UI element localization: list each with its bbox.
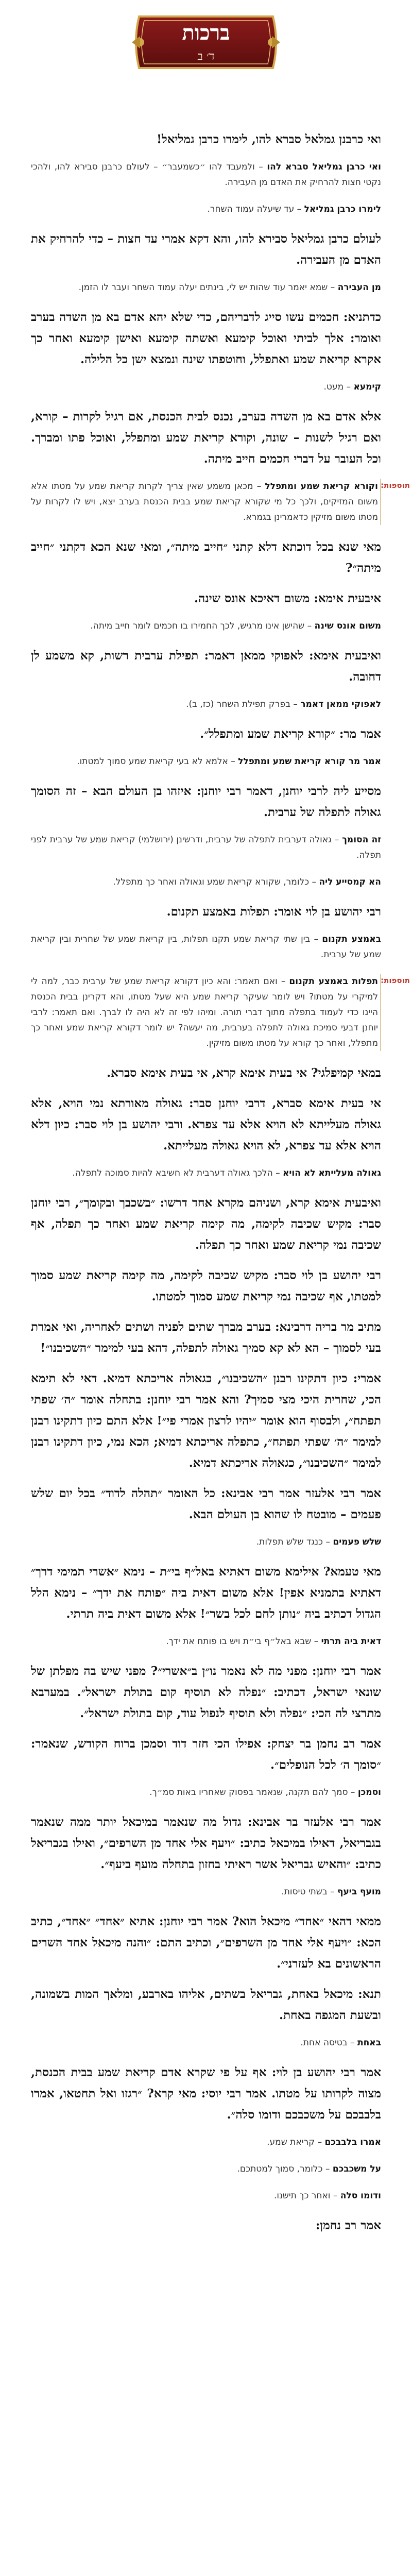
- tosafot-block: [31, 974, 410, 1051]
- commentary-lead: זה הסומך: [342, 835, 381, 845]
- commentary-lead: קימעא: [353, 382, 381, 392]
- gemara-paragraph: מסייע ליה לרבי יוחנן, דאמר רבי יוחנן: איזהו בן העולם הבא – זה הסומך גאולה לתפלה של ערבית.: [31, 784, 381, 819]
- commentary-text: – אלמא לא בעי קריאת שמע סמוך למטתו.: [77, 756, 238, 767]
- commentary-lead: וקורא קריאת שמע ומתפלל: [265, 481, 378, 492]
- gemara-paragraph: ואיבעית אימא קרא, ושניהם מקרא אחד דרשו: ״בשכבך ובקומך״, רבי יוחנן סבר: מקיש שכיבה לקימה, מה קימה קריאת שמע ואחר כך תפלה, אף שכיבה נמי קריאת שמע ואחר כך תפלה.: [31, 1196, 382, 1252]
- commentary-text: – עד שיעלה עמוד השחר.: [207, 204, 304, 214]
- rashi-commentary: [31, 379, 381, 395]
- commentary-text: – כלומר, שקורא קריאת שמע וגאולה ואחר כך מתפלל.: [113, 877, 319, 887]
- tosafot-label: תוספות:: [381, 976, 410, 985]
- commentary-text: – מכאן משמע שאין צריך לקרות קריאת שמע על מטתו אלא משום המזיקים, ולכך כל מי שקורא קריאת שמע בבית הכנסת בערב יצא, ויש לו לקרות על מטתו משום מזיקין כדאמרינן בגמרא.: [31, 481, 378, 522]
- rashi-commentary: [31, 618, 381, 634]
- page-title: ברכות: [182, 21, 230, 45]
- gemara-paragraph: אמר רבי יוחנן: מפני מה לא נאמר נו״ן ב״אשרי״? מפני שיש בה מפלתן של שונאי ישראל, דכתיב: ״נפלה לא תוסיף קום בתולת ישראל״. במערבא מתרצי לה הכי: ״נפלה ולא תוסיף לנפול עוד, קום בתולת ישראל״.: [31, 1664, 381, 1720]
- commentary-text: – קריאת שמע.: [267, 2137, 325, 2147]
- rashi-commentary: [31, 2161, 381, 2177]
- gemara-paragraph: אמר רבי אלעזר אמר רבי אבינא: כל האומר ״תהלה לדוד״ בכל יום שלש פעמים – מובטח לו שהוא בן העולם הבא.: [31, 1486, 381, 1521]
- gemara-paragraph: רבי יהושע בן לוי סבר: מקיש שכיבה לקימה, מה קימה קריאת שמע סמוך למטתו, אף שכיבה נמי קריאת שמע סמוך למטתו.: [31, 1268, 381, 1303]
- commentary-lead: באמצע תקנום: [322, 934, 381, 944]
- commentary-text: – כנגד שלש תפלות.: [256, 1537, 333, 1547]
- commentary-lead: ואי כרבן גמליאל סברא להו: [267, 162, 382, 172]
- rashi-commentary: [31, 931, 381, 962]
- commentary-text: – מעט.: [323, 382, 354, 392]
- gemara-paragraph: אמר רבי יהושע בן לוי: אף על פי שקרא אדם קריאת שמע בבית הכנסת, מצוה לקרותו על מטתו. אמר רבי יוסי: מאי קרא? ״רגזו ואל תחטאו, אמרו בלבבכם על משכבכם ודומו סלה״.: [31, 2065, 381, 2122]
- header: [31, 0, 381, 129]
- commentary-lead: הא קמסייע ליה: [319, 877, 381, 887]
- gemara-paragraph: במאי קמיפלגי? אי בעית אימא קרא, אי בעית אימא סברא.: [107, 1066, 381, 1080]
- commentary-lead: משום אונס שינה: [314, 621, 381, 631]
- gemara-paragraph: ממאי דהאי ״אחד״ מיכאל הוא? אמר רבי יוחנן: אתיא ״אחד״ ״אחד״, כתיב הכא: ״ויעף אלי אחד מן השרפים״, וכתיב התם: ״והנה מיכאל אחד השרים הראשונים בא לעזרני״.: [31, 1914, 381, 1971]
- rashi-commentary: [31, 697, 381, 712]
- gemara-paragraph: תנא: מיכאל באחת, גבריאל בשתים, אליהו בארבע, ומלאך המות בשמונה, ובשעת המגפה באחת.: [31, 1987, 381, 2022]
- commentary-text: – בטיסה אחת.: [300, 2038, 357, 2048]
- gemara-paragraph: כדתניא: חכמים עשו סייג לדבריהם, כדי שלא יהא אדם בא מן השדה בערב ואומר: אלך לביתי ואוכל קימעא ואשתה קימעא ואישן קימעא ואחר כך אקרא קריאת שמע ואתפלל, וחוטפתו שינה ונמצא ישן כל הלילה.: [31, 310, 381, 366]
- gemara-paragraph: אמרי: כיון דתקינו רבנן ״השכיבנו״, כגאולה אריכתא דמיא. דאי לא תימא הכי, שחרית היכי מצי סמיך? והא אמר רבי יוחנן: בתחלה אומר ״ה׳ שפתי תפתח״, ולבסוף הוא אומר ״יהיו לרצון אמרי פי״! אלא התם כיון דתקינו רבנן למימר ״ה׳ שפתי תפתח״, כתפלה אריכתא דמיא; הכא נמי, כיון דתקינו רבנן למימר ״השכיבנו״, כגאולה אריכתא דמיא.: [31, 1371, 381, 1470]
- gemara-paragraph: רבי יהושע בן לוי אומר: תפלות באמצע תקנום.: [166, 905, 381, 919]
- commentary-text: – כלומר, סמוך למטתכם.: [237, 2164, 333, 2174]
- gemara-paragraph: ואיבעית אימא: לאפוקי ממאן דאמר: תפילת ערבית רשות, קא משמע לן דחובה.: [31, 649, 381, 684]
- gemara-paragraph: מאי טעמא? אילימא משום דאתיא באל״ף בי״ת – נימא ״אשרי תמימי דרך״ דאתיא בתמניא אפין! אלא משום דאית ביה ״פותח את ידך״ – נימא הלל הגדול דכתיב ביה ״נותן לחם לכל בשר״! אלא משום דאית ביה תרתי.: [31, 1565, 381, 1621]
- commentary-text: – גאולה דערבית לתפלה של ערבית, ודרשינן (ירושלמי) קריאת שמע של ערבית לפני תפלה.: [31, 835, 381, 860]
- gemara-paragraph: מתיב מר בריה דרבינא: בערב מברך שתים לפניה ושתים לאחריה, ואי אמרת בעי לסמוך – הא לא קא סמיך גאולה לתפלה, דהא בעי למימר ״השכיבנו״!: [31, 1320, 381, 1355]
- rashi-commentary: [31, 1634, 381, 1649]
- rashi-commentary: [31, 754, 381, 769]
- gemara-paragraph: אמר רב נחמן:: [315, 2218, 381, 2232]
- commentary-text: – בין שתי קריאת שמע תקנו תפלות, בין קריאת שמע של שחרית ובין קריאת שמע של ערבית.: [31, 934, 381, 960]
- tosafot-commentary: [31, 974, 381, 1051]
- rashi-commentary: [31, 280, 381, 295]
- gemara-paragraph: איבעית אימא: משום דאיכא אונס שינה.: [194, 591, 381, 605]
- daf-label: ד׳ ב: [197, 50, 215, 63]
- gemara-paragraph: לעולם כרבן גמליאל סבירא להו, והא דקא אמרי עד חצות – כדי להרחיק את האדם מן העבירה.: [31, 232, 381, 267]
- commentary-text: – בשתי טיסות.: [281, 1887, 337, 1897]
- gemara-paragraph: אמר רבי אלעזר בר אבינא: גדול מה שנאמר במיכאל יותר ממה שנאמר בגבריאל, דאילו במיכאל כתיב: ״ויעף אלי אחד מן השרפים״, ואילו בגבריאל כתיב: ״והאיש גבריאל אשר ראיתי בחזון בתחלה מועף ביעף״.: [31, 1815, 381, 1871]
- tosafot-block: [31, 479, 410, 525]
- commentary-text: – ולמעבד להו ״כשמעבר״ – לעולם כרבנן סבירא להו, ולהכי נקטי חצות להרחיק את האדם מן העבירה.: [31, 162, 381, 188]
- rashi-commentary: [31, 1884, 381, 1900]
- commentary-text: – בפרק תפילת השחר (כז, ב).: [186, 699, 301, 709]
- rashi-commentary: [31, 1785, 381, 1800]
- tosafot-label: תוספות:: [381, 481, 410, 490]
- commentary-text: – ואם תאמר: והא כיון דקורא קריאת שמע של ערבית כבר, למה לי למיקרי על מטתו? ויש לומר שעיקר קריאת שמע היא שעל מטתו, והא דקרינן בבית הכנסת היינו כדי לעמוד בתפלה מתוך דברי תורה. ומיהו לפי זה לא היה לו לברך. ואם תאמר: לרבי יוחנן דבעי סמיכת גאולה לתפלה בערבית, מה יעשה? יש לומר דקורא קריאת שמע ואחר כך מתפלל, ואחר כך קורא על מטתו משום מזיקין.: [31, 976, 378, 1048]
- gemara-paragraph: אמר רב נחמן בר יצחק: אפילו הכי חזר דוד וסמכן ברוח הקודש, שנאמר: ״סומך ה׳ לכל הנופלים״.: [31, 1737, 381, 1772]
- commentary-lead: וסמכן: [357, 1787, 381, 1798]
- commentary-lead: אמר מר קורא קריאת שמע ומתפלל: [238, 756, 381, 767]
- commentary-lead: שלש פעמים: [333, 1537, 381, 1547]
- commentary-text: – שמא יאמר עוד שהות יש לי, בינתים יעלה עמוד השחר ועבר לו הזמן.: [78, 282, 338, 293]
- commentary-lead: מן העבירה: [337, 282, 381, 293]
- commentary-lead: אמרו בלבבכם: [324, 2137, 381, 2147]
- commentary-lead: דאית ביה תרתי: [321, 1636, 381, 1647]
- commentary-text: – הלכך גאולה דערבית לא חשיבא להיות סמוכה לתפלה.: [72, 1168, 283, 1178]
- commentary-lead: מועף ביעף: [337, 1887, 381, 1897]
- rashi-commentary: [31, 874, 381, 890]
- rashi-commentary: [31, 159, 381, 190]
- commentary-lead: תפלות באמצע תקנום: [289, 976, 379, 987]
- commentary-text: – שבא באל״ף בי״ת ויש בו פותח את ידך.: [166, 1636, 321, 1647]
- title-banner: [129, 11, 283, 73]
- commentary-text: – שהישן אינו מרגיש, לכך החמירו בו חכמים לומר חייב מיתה.: [90, 621, 315, 631]
- gemara-paragraph: מאי שנא בכל דוכתא דלא קתני ״חייב מיתה״, ומאי שנא הכא דקתני ״חייב מיתה״?: [31, 540, 381, 575]
- rashi-commentary: [31, 2134, 381, 2150]
- commentary-lead: ודומו סלה: [340, 2191, 381, 2201]
- commentary-lead: לאפוקי ממאן דאמר: [300, 699, 381, 709]
- commentary-lead: לימרו כרבן גמליאל: [304, 204, 381, 214]
- rashi-commentary: [31, 2188, 381, 2204]
- tosafot-commentary: [31, 479, 381, 525]
- gemara-paragraph: אי בעית אימא סברא, דרבי יוחנן סבר: גאולה מאורתא נמי הויא, אלא גאולה מעלייתא לא הויא אלא עד צפרא. ורבי יהושע בן לוי סבר: כיון דלא הויא אלא עד צפרא, לא הויא גאולה מעלייתא.: [31, 1096, 381, 1153]
- commentary-lead: גאולה מעלייתא לא הויא: [283, 1168, 381, 1178]
- rashi-commentary: [31, 1534, 381, 1550]
- commentary-text: – סמך להם תקנה, שנאמר בפסוק שאחריו באות סמ״ך.: [149, 1787, 358, 1798]
- text-body: [31, 129, 410, 2236]
- gemara-paragraph: אמר מר: ״קורא קריאת שמע ומתפלל״.: [200, 727, 381, 741]
- commentary-lead: באחת: [357, 2038, 381, 2048]
- rashi-commentary: [31, 1165, 381, 1181]
- rashi-commentary: [31, 832, 381, 863]
- gemara-paragraph: ואי כרבנן גמלאל סברא להו, לימרו כרבן גמליאל!: [156, 132, 381, 146]
- gemara-paragraph: אלא אדם בא מן השדה בערב, נכנס לבית הכנסת, אם רגיל לקרות – קורא, ואם רגיל לשנות – שונה, וקורא קריאת שמע ומתפלל, ואוכל פתו ומברך. וכל העובר על דברי חכמים חייב מיתה.: [31, 410, 381, 466]
- commentary-lead: על משכבכם: [332, 2164, 381, 2174]
- commentary-text: – ואחר כך תישנו.: [273, 2191, 340, 2201]
- rashi-commentary: [31, 2035, 381, 2050]
- rashi-commentary: [31, 201, 381, 217]
